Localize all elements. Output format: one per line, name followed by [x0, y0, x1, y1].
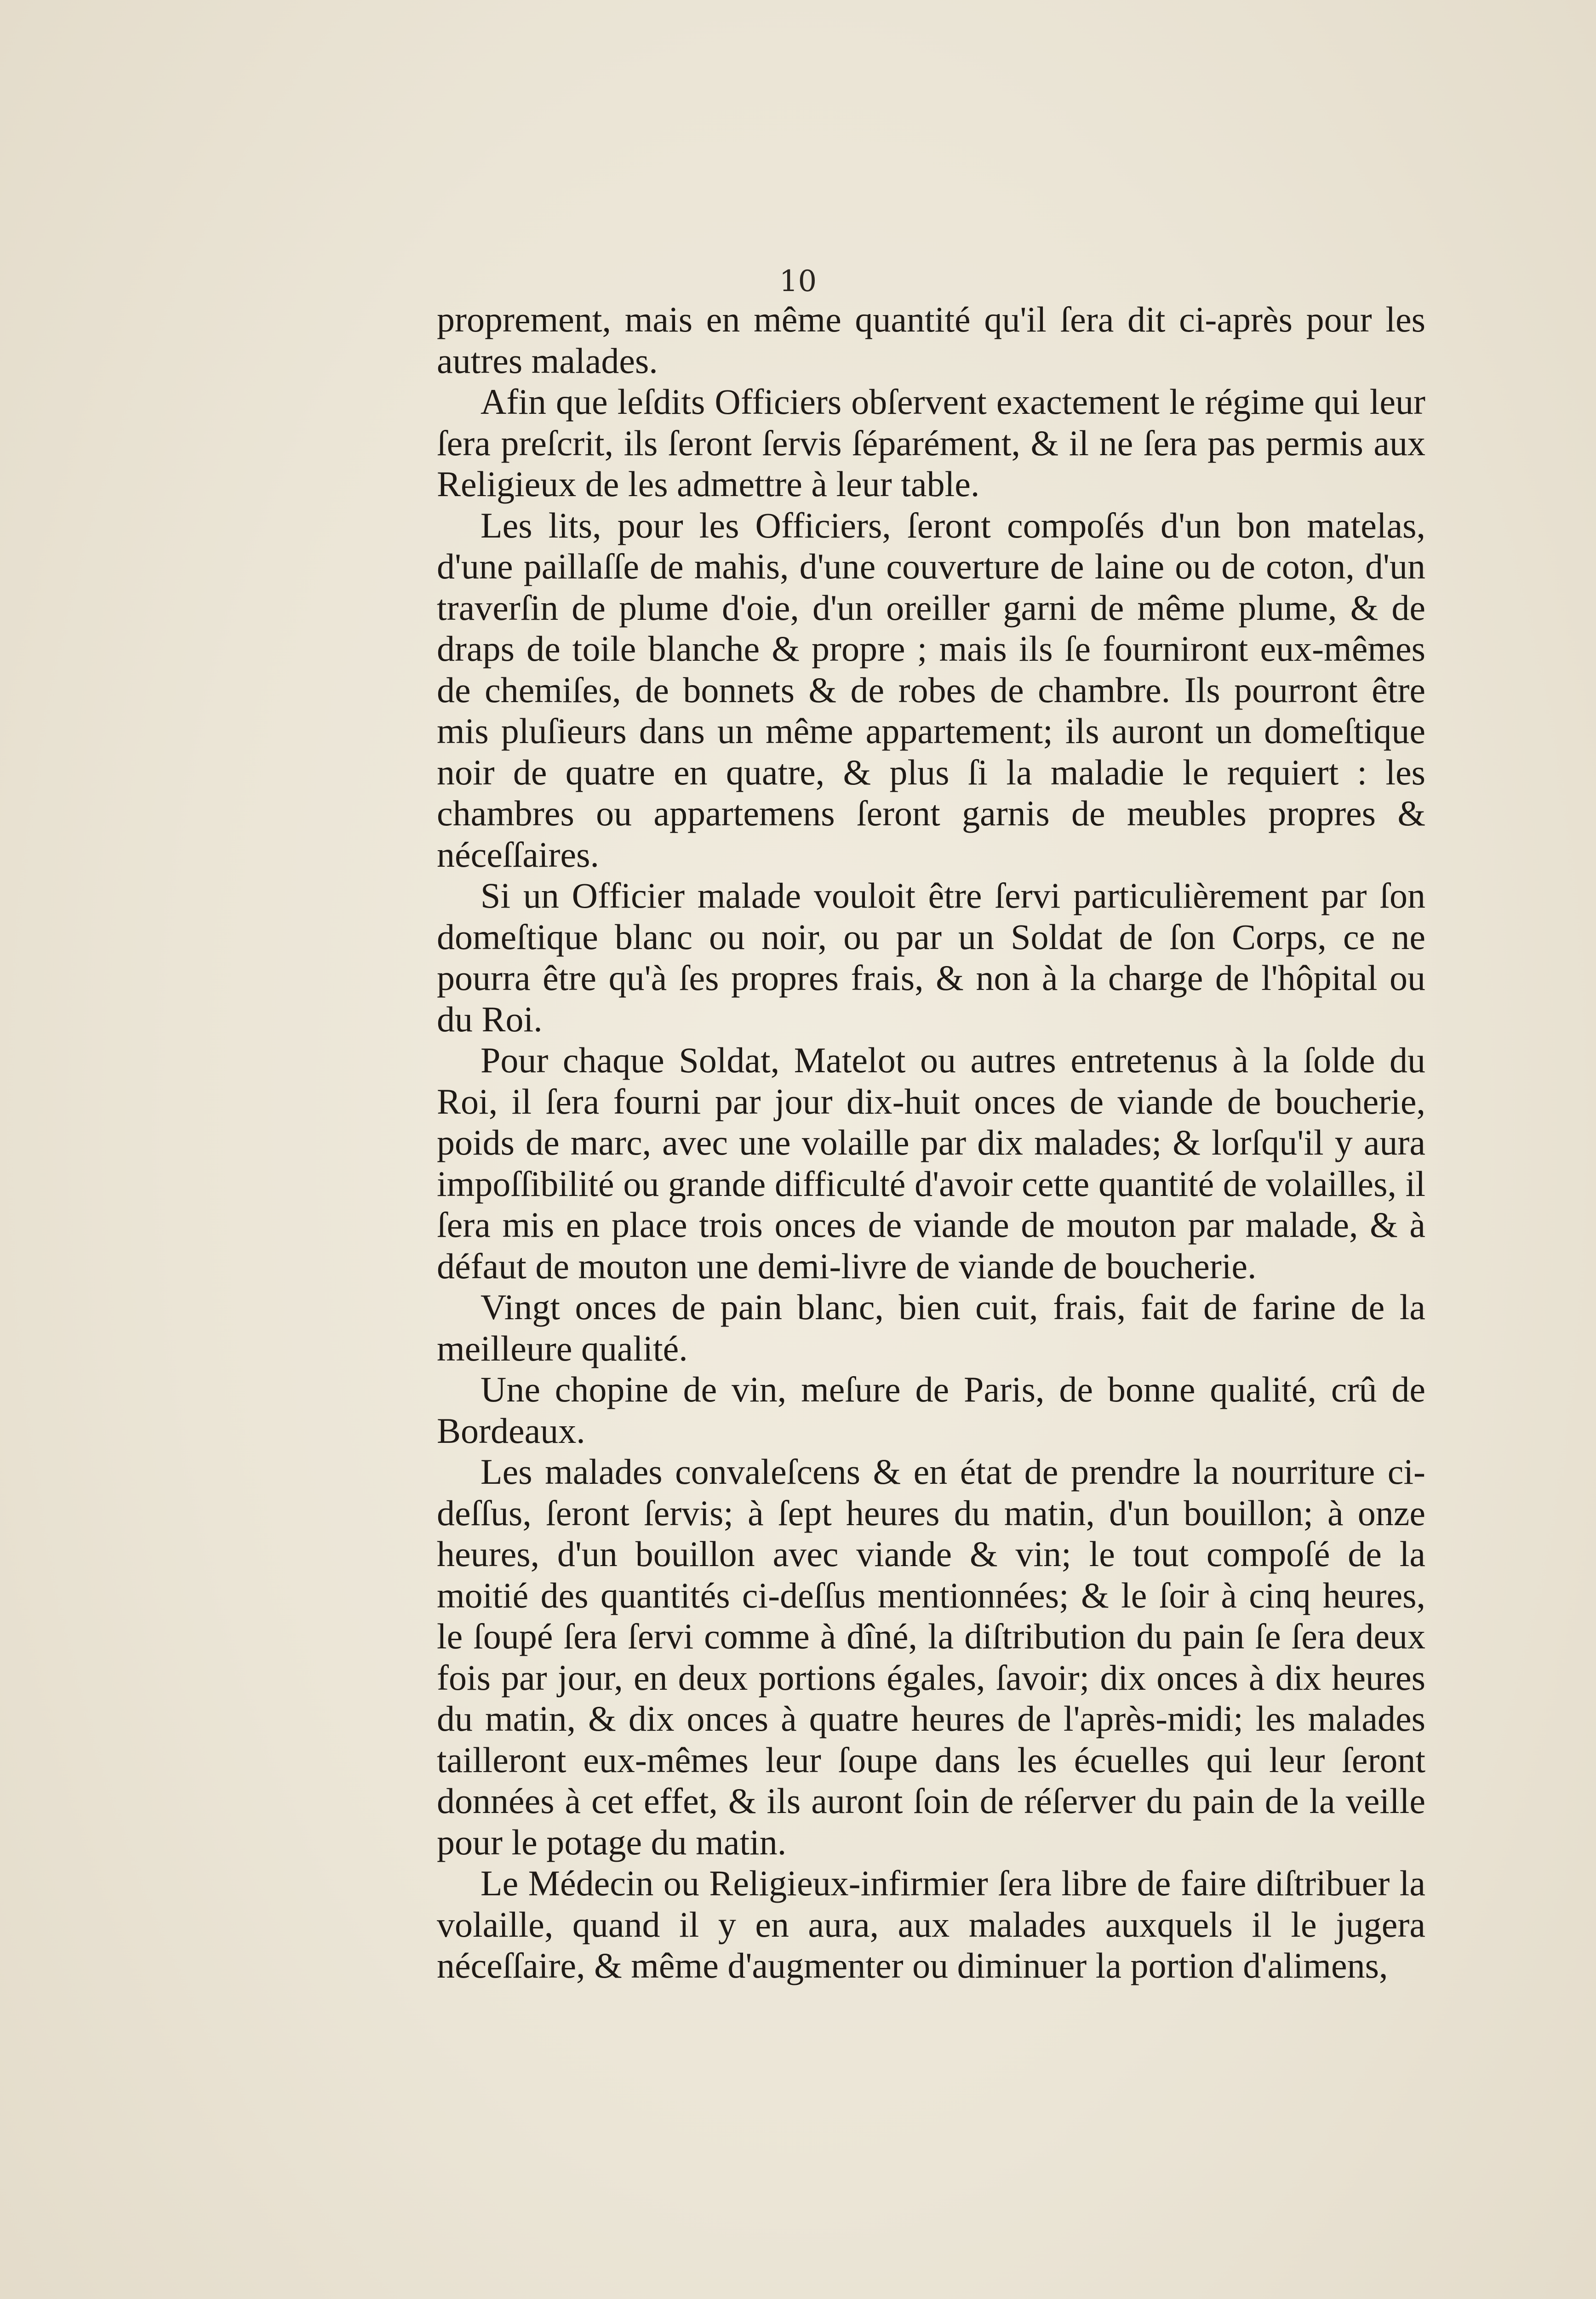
paragraph-4: Si un Officier malade vouloit être ſervi particulièrement par ſon domeſtique blanc ou noir, ou par un Soldat de ſon Corps, ce ne pourra être qu'à ſes propres frais, & non à la charge de l'hôpital ou du Roi. — [437, 875, 1425, 1039]
paragraph-8: Les malades convaleſcens & en état de prendre la nourriture ci-deſſus, ſeront ſervis; à ſept heures du matin, d'un bouillon; à onze heures, d'un bouillon avec viande & vin; le tout compoſé de la moitié des quantités ci-deſſus mentionnées; & le ſoir à cinq heures, le ſoupé ſera ſervi comme à dîné, la diſtribution du pain ſe ſera deux fois par jour, en deux portions égales, ſavoir; dix onces à dix heures du matin, & dix onces à quatre heures de l'après-midi; les malades tailleront eux-mêmes leur ſoupe dans les écuelles qui leur ſeront données à cet effet, & ils auront ſoin de réſerver du pain de la veille pour le potage du matin. — [437, 1452, 1425, 1862]
page-number: 10 — [779, 264, 817, 298]
body-text — [437, 299, 1425, 1986]
paragraph-6: Vingt onces de pain blanc, bien cuit, frais, fait de farine de la meilleure qualité. — [437, 1287, 1425, 1368]
paragraph-1: proprement, mais en même quantité qu'il ſera dit ci-après pour les autres malades. — [437, 299, 1425, 381]
paragraph-7: Une chopine de vin, meſure de Paris, de bonne qualité, crû de Bordeaux. — [437, 1369, 1425, 1451]
paragraph-5: Pour chaque Soldat, Matelot ou autres entretenus à la ſolde du Roi, il ſera fourni par jour dix-huit onces de viande de boucherie, poids de marc, avec une volaille par dix malades; & lorſqu'il y aura impoſſibilité ou grande difficulté d'avoir cette quantité de volailles, il ſera mis en place trois onces de viande de mouton par malade, & à défaut de mouton une demi-livre de viande de boucherie. — [437, 1040, 1425, 1286]
paragraph-3: Les lits, pour les Officiers, ſeront compoſés d'un bon matelas, d'une paillaſſe de mahis, d'une couverture de laine ou de coton, d'un traverſin de plume d'oie, d'un oreiller garni de même plume, & de draps de toile blanche & propre ; mais ils ſe fourniront eux-mêmes de chemiſes, de bonnets & de robes de chambre. Ils pourront être mis pluſieurs dans un même appartement; ils auront un domeſtique noir de quatre en quatre, & plus ſi la maladie le requiert : les chambres ou appartemens ſeront garnis de meubles propres & néceſſaires. — [437, 505, 1425, 875]
paragraph-2: Afin que leſdits Officiers obſervent exactement le régime qui leur ſera preſcrit, ils ſeront ſervis ſéparément, & il ne ſera pas permis aux Religieux de les admettre à leur table. — [437, 382, 1425, 504]
paragraph-9: Le Médecin ou Religieux-infirmier ſera libre de faire diſtribuer la volaille, quand il y en aura, aux malades auxquels il le jugera néceſſaire, & même d'augmenter ou diminuer la portion d'alimens, — [437, 1863, 1425, 1985]
